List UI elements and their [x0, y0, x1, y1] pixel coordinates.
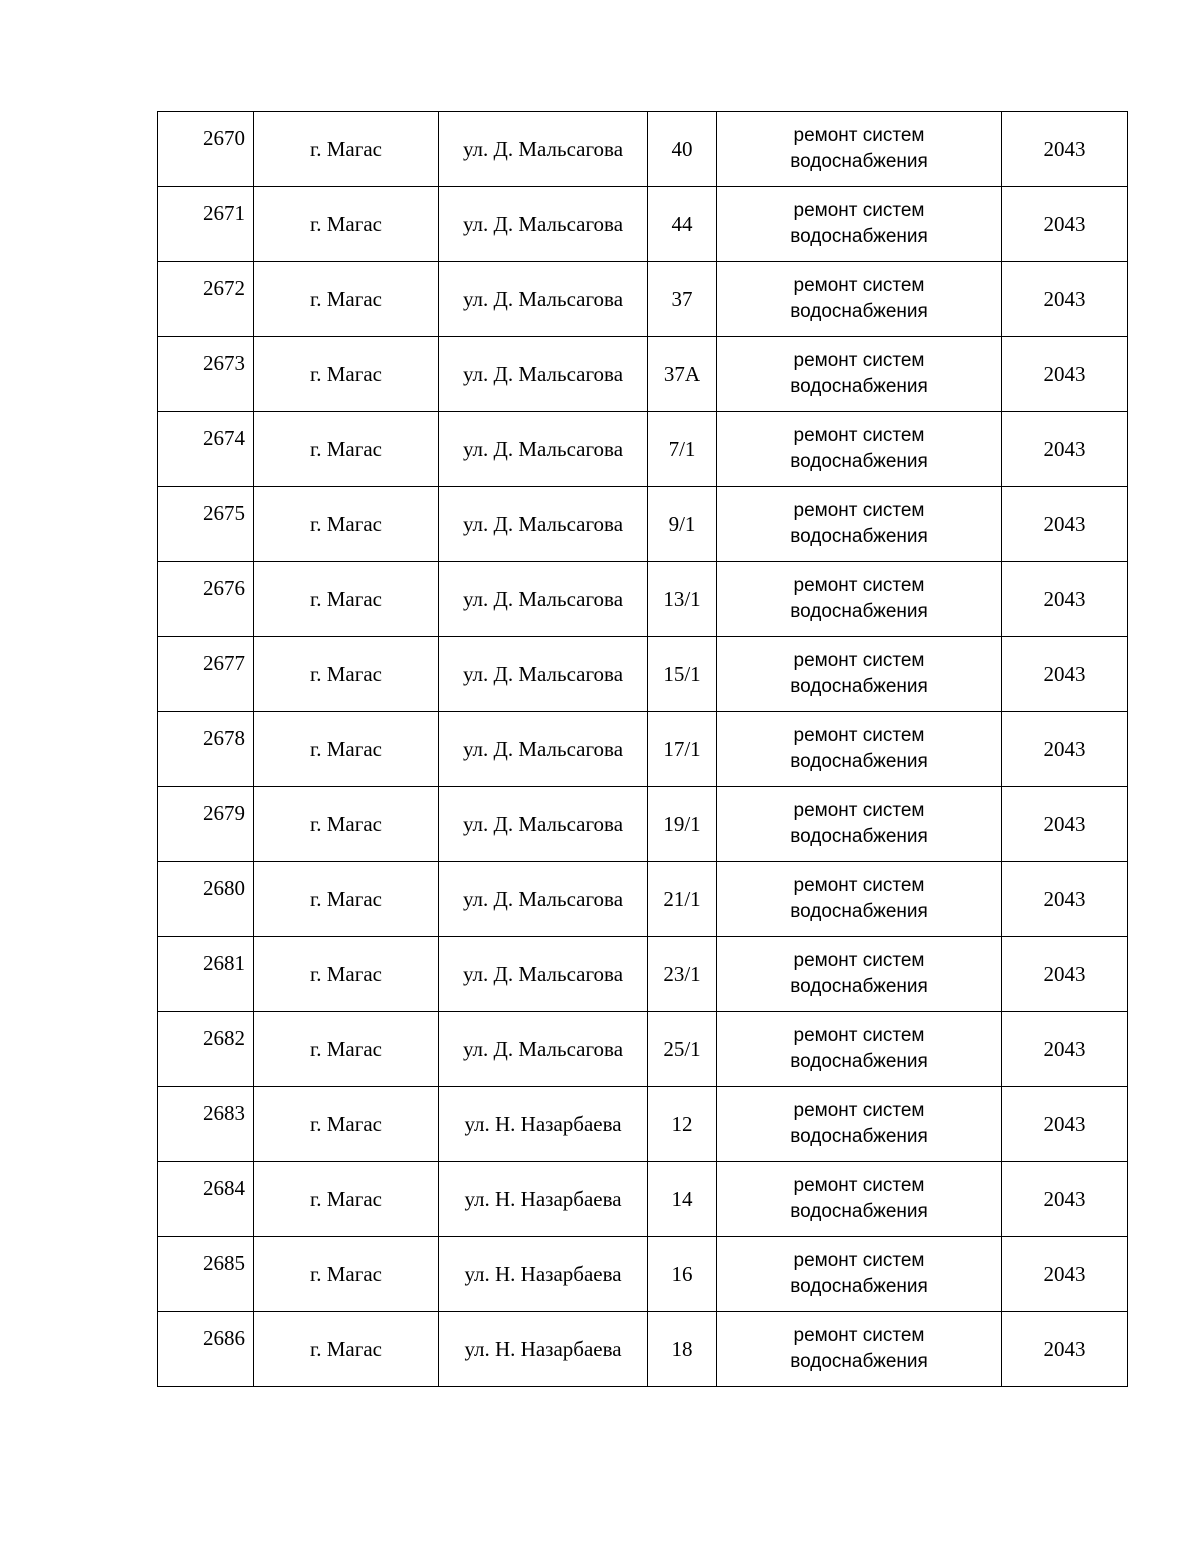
- work-type-cell: [717, 637, 1002, 712]
- city-cell: г. Магас: [254, 1237, 439, 1312]
- city-cell: г. Магас: [254, 1012, 439, 1087]
- work-type-line-2: водоснабжения: [790, 676, 928, 697]
- table-row: [158, 187, 1128, 262]
- work-type-line-2: водоснабжения: [790, 526, 928, 547]
- city-cell: г. Магас: [254, 487, 439, 562]
- table-row: [158, 487, 1128, 562]
- table-row: [158, 1312, 1128, 1387]
- street-cell: ул. Д. Мальсагова: [439, 262, 648, 337]
- planned-year-cell: 2043: [1002, 112, 1128, 187]
- work-type-cell: [717, 1012, 1002, 1087]
- work-type-line-2: водоснабжения: [790, 451, 928, 472]
- row-number-cell: 2676: [158, 562, 254, 637]
- row-number-cell: 2681: [158, 937, 254, 1012]
- table-row: [158, 862, 1128, 937]
- work-type-line-1: ремонт систем: [793, 725, 925, 746]
- table-row: [158, 262, 1128, 337]
- city-cell: г. Магас: [254, 262, 439, 337]
- street-cell: ул. Д. Мальсагова: [439, 562, 648, 637]
- work-type-cell: [717, 1237, 1002, 1312]
- work-type-line-2: водоснабжения: [790, 1201, 928, 1222]
- house-number-cell: 13/1: [648, 562, 717, 637]
- work-type-line-2: водоснабжения: [790, 976, 928, 997]
- city-cell: г. Магас: [254, 1087, 439, 1162]
- planned-year-cell: 2043: [1002, 337, 1128, 412]
- work-type-line-2: водоснабжения: [790, 1351, 928, 1372]
- city-cell: г. Магас: [254, 562, 439, 637]
- work-type-line-1: ремонт систем: [793, 650, 925, 671]
- city-cell: г. Магас: [254, 637, 439, 712]
- row-number-cell: 2670: [158, 112, 254, 187]
- work-type-line-2: водоснабжения: [790, 1126, 928, 1147]
- table-row: [158, 1237, 1128, 1312]
- repair-schedule-table: [157, 111, 1128, 1387]
- house-number-cell: 23/1: [648, 937, 717, 1012]
- work-type-line-1: ремонт систем: [793, 500, 925, 521]
- work-type-line-1: ремонт систем: [793, 575, 925, 596]
- work-type-line-1: ремонт систем: [793, 1250, 925, 1271]
- work-type-line-2: водоснабжения: [790, 376, 928, 397]
- planned-year-cell: 2043: [1002, 1237, 1128, 1312]
- planned-year-cell: 2043: [1002, 787, 1128, 862]
- city-cell: г. Магас: [254, 337, 439, 412]
- work-type-cell: [717, 337, 1002, 412]
- planned-year-cell: 2043: [1002, 1312, 1128, 1387]
- row-number-cell: 2685: [158, 1237, 254, 1312]
- row-number-cell: 2672: [158, 262, 254, 337]
- house-number-cell: 18: [648, 1312, 717, 1387]
- table-row: [158, 337, 1128, 412]
- house-number-cell: 14: [648, 1162, 717, 1237]
- row-number-cell: 2675: [158, 487, 254, 562]
- city-cell: г. Магас: [254, 937, 439, 1012]
- row-number-cell: 2671: [158, 187, 254, 262]
- work-type-cell: [717, 712, 1002, 787]
- street-cell: ул. Н. Назарбаева: [439, 1087, 648, 1162]
- row-number-cell: 2674: [158, 412, 254, 487]
- house-number-cell: 40: [648, 112, 717, 187]
- planned-year-cell: 2043: [1002, 937, 1128, 1012]
- work-type-line-2: водоснабжения: [790, 1051, 928, 1072]
- city-cell: г. Магас: [254, 712, 439, 787]
- work-type-line-1: ремонт систем: [793, 275, 925, 296]
- work-type-cell: [717, 862, 1002, 937]
- city-cell: г. Магас: [254, 787, 439, 862]
- work-type-cell: [717, 562, 1002, 637]
- row-number-cell: 2677: [158, 637, 254, 712]
- planned-year-cell: 2043: [1002, 1087, 1128, 1162]
- planned-year-cell: 2043: [1002, 1012, 1128, 1087]
- street-cell: ул. Д. Мальсагова: [439, 187, 648, 262]
- work-type-cell: [717, 412, 1002, 487]
- row-number-cell: 2678: [158, 712, 254, 787]
- table-row: [158, 787, 1128, 862]
- work-type-cell: [717, 937, 1002, 1012]
- work-type-line-2: водоснабжения: [790, 1276, 928, 1297]
- planned-year-cell: 2043: [1002, 1162, 1128, 1237]
- work-type-line-2: водоснабжения: [790, 601, 928, 622]
- work-type-cell: [717, 187, 1002, 262]
- table-row: [158, 562, 1128, 637]
- house-number-cell: 9/1: [648, 487, 717, 562]
- work-type-cell: [717, 1087, 1002, 1162]
- row-number-cell: 2683: [158, 1087, 254, 1162]
- work-type-line-1: ремонт систем: [793, 1175, 925, 1196]
- house-number-cell: 16: [648, 1237, 717, 1312]
- work-type-line-1: ремонт систем: [793, 1025, 925, 1046]
- city-cell: г. Магас: [254, 112, 439, 187]
- street-cell: ул. Д. Мальсагова: [439, 112, 648, 187]
- row-number-cell: 2682: [158, 1012, 254, 1087]
- work-type-line-1: ремонт систем: [793, 1325, 925, 1346]
- planned-year-cell: 2043: [1002, 187, 1128, 262]
- table-row: [158, 637, 1128, 712]
- work-type-line-1: ремонт систем: [793, 950, 925, 971]
- work-type-line-1: ремонт систем: [793, 800, 925, 821]
- street-cell: ул. Д. Мальсагова: [439, 337, 648, 412]
- street-cell: ул. Н. Назарбаева: [439, 1312, 648, 1387]
- work-type-line-2: водоснабжения: [790, 901, 928, 922]
- planned-year-cell: 2043: [1002, 262, 1128, 337]
- street-cell: ул. Д. Мальсагова: [439, 487, 648, 562]
- table-row: [158, 112, 1128, 187]
- table-row: [158, 1087, 1128, 1162]
- work-type-line-2: водоснабжения: [790, 226, 928, 247]
- work-type-line-1: ремонт систем: [793, 125, 925, 146]
- planned-year-cell: 2043: [1002, 862, 1128, 937]
- house-number-cell: 17/1: [648, 712, 717, 787]
- work-type-line-1: ремонт систем: [793, 200, 925, 221]
- work-type-cell: [717, 1162, 1002, 1237]
- work-type-line-1: ремонт систем: [793, 1100, 925, 1121]
- house-number-cell: 15/1: [648, 637, 717, 712]
- street-cell: ул. Д. Мальсагова: [439, 637, 648, 712]
- planned-year-cell: 2043: [1002, 637, 1128, 712]
- city-cell: г. Магас: [254, 1162, 439, 1237]
- work-type-line-1: ремонт систем: [793, 425, 925, 446]
- table-row: [158, 412, 1128, 487]
- planned-year-cell: 2043: [1002, 562, 1128, 637]
- street-cell: ул. Д. Мальсагова: [439, 787, 648, 862]
- work-type-line-2: водоснабжения: [790, 301, 928, 322]
- row-number-cell: 2684: [158, 1162, 254, 1237]
- row-number-cell: 2673: [158, 337, 254, 412]
- house-number-cell: 12: [648, 1087, 717, 1162]
- table-row: [158, 1162, 1128, 1237]
- work-type-cell: [717, 112, 1002, 187]
- table-row: [158, 712, 1128, 787]
- city-cell: г. Магас: [254, 412, 439, 487]
- house-number-cell: 19/1: [648, 787, 717, 862]
- street-cell: ул. Н. Назарбаева: [439, 1237, 648, 1312]
- street-cell: ул. Д. Мальсагова: [439, 1012, 648, 1087]
- planned-year-cell: 2043: [1002, 412, 1128, 487]
- house-number-cell: 37А: [648, 337, 717, 412]
- work-type-line-1: ремонт систем: [793, 875, 925, 896]
- work-type-line-2: водоснабжения: [790, 151, 928, 172]
- row-number-cell: 2680: [158, 862, 254, 937]
- city-cell: г. Магас: [254, 862, 439, 937]
- house-number-cell: 25/1: [648, 1012, 717, 1087]
- street-cell: ул. Д. Мальсагова: [439, 412, 648, 487]
- work-type-cell: [717, 787, 1002, 862]
- work-type-cell: [717, 487, 1002, 562]
- city-cell: г. Магас: [254, 1312, 439, 1387]
- house-number-cell: 44: [648, 187, 717, 262]
- street-cell: ул. Д. Мальсагова: [439, 712, 648, 787]
- street-cell: ул. Д. Мальсагова: [439, 937, 648, 1012]
- work-type-cell: [717, 1312, 1002, 1387]
- table-row: [158, 937, 1128, 1012]
- row-number-cell: 2686: [158, 1312, 254, 1387]
- work-type-line-1: ремонт систем: [793, 350, 925, 371]
- house-number-cell: 21/1: [648, 862, 717, 937]
- city-cell: г. Магас: [254, 187, 439, 262]
- work-type-line-2: водоснабжения: [790, 826, 928, 847]
- work-type-cell: [717, 262, 1002, 337]
- house-number-cell: 7/1: [648, 412, 717, 487]
- house-number-cell: 37: [648, 262, 717, 337]
- planned-year-cell: 2043: [1002, 487, 1128, 562]
- work-type-line-2: водоснабжения: [790, 751, 928, 772]
- row-number-cell: 2679: [158, 787, 254, 862]
- street-cell: ул. Д. Мальсагова: [439, 862, 648, 937]
- table-body: [158, 112, 1128, 1387]
- street-cell: ул. Н. Назарбаева: [439, 1162, 648, 1237]
- planned-year-cell: 2043: [1002, 712, 1128, 787]
- table-row: [158, 1012, 1128, 1087]
